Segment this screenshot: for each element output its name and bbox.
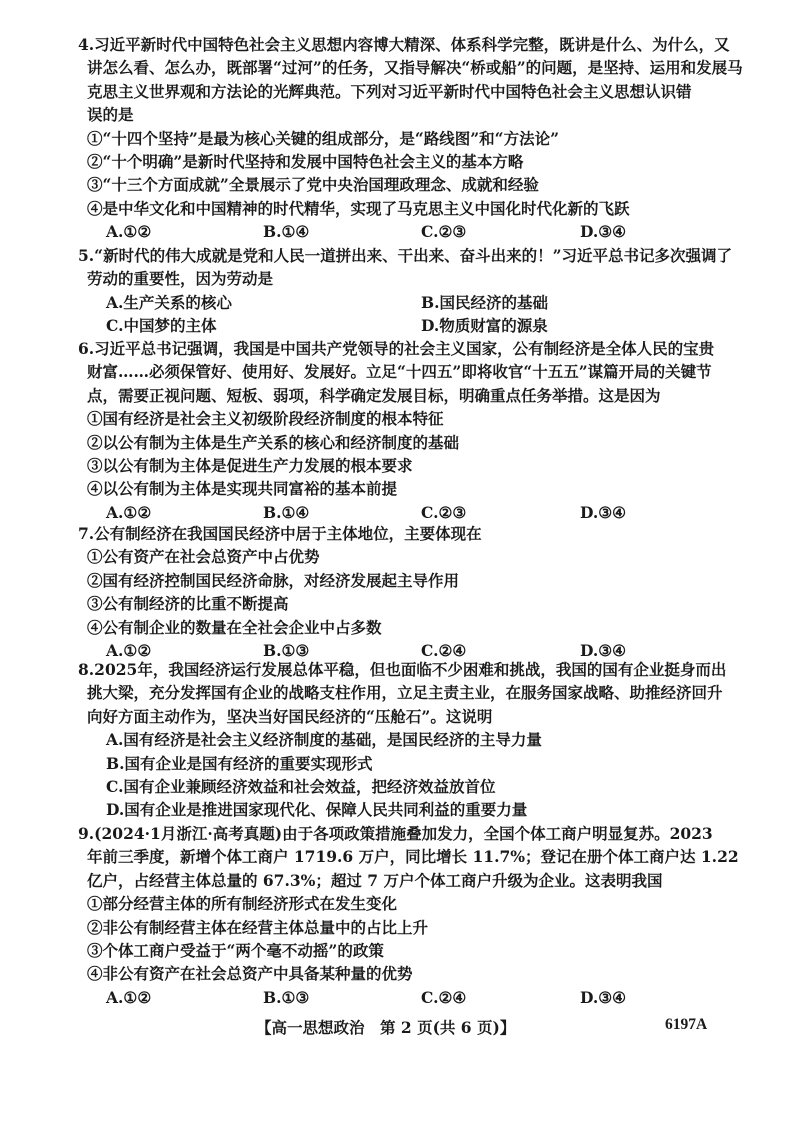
statement: ②以公有制为主体是生产关系的核心和经济制度的基础 [87,432,460,452]
question-stem-line: 劳动的重要性，因为劳动是 [87,269,274,289]
question-stem-line: 8.2025年，我国经济运行发展总体平稳，但也面临不少困难和挑战，我国的国有企业挺身而出 [78,660,727,679]
option-b: B.国民经济的基础 [421,292,548,312]
option-d: D.国有企业是推进国家现代化、保障人民共同利益的重要力量 [106,800,528,820]
option-c: C.②④ [421,641,467,661]
option-a: A.①② [106,641,152,661]
option-a: A.①② [106,987,152,1007]
statement: ③“十三个方面成就”全景展示了党中央治国理政理念、成就和经验 [87,175,539,195]
options-row [78,501,728,524]
question-stem-line: 亿户，占经营主体总量的 67.3%；超过 7 万户个体工商户升级为企业。这表明我国 [87,870,663,890]
question-stem-line: 4.习近平新时代中国特色社会主义思想内容博大精深、体系科学完整，既讲是什么、为什么，又 [78,35,730,54]
statement: ④公有制企业的数量在全社会企业中占多数 [87,617,382,637]
option-b: B.①④ [263,222,310,242]
option-c: C.②④ [421,987,467,1007]
option-b: B.①③ [263,641,310,661]
statement: ④非公有资产在社会总资产中具备某种量的优势 [87,964,413,984]
options-row [78,314,728,337]
question-stem-line: 年前三季度，新增个体工商户 1719.6 万户，同比增长 11.7%；登记在册个体工商户达 1.22 [87,847,739,867]
option-d: D.③④ [580,222,627,242]
statement: ③以公有制为主体是促进生产力发展的根本要求 [87,456,413,476]
statement: ①国有经济是社会主义初级阶段经济制度的根本特征 [87,409,444,429]
statement: ②“十个明确”是新时代坚持和发展中国特色社会主义的基本方略 [87,152,524,172]
options-row [78,986,728,1009]
statement: ①部分经营主体的所有制经济形式在发生变化 [87,894,398,914]
question-stem-line: 财富……必须保管好、使用好、发展好。立足“十四五”即将收官“十五五”谋篇开局的关键节 [87,362,712,382]
options-row [78,220,728,243]
question-stem-line: 9.(2024·1月浙江·高考真题)由于各项政策措施叠加发力，全国个体工商户明显复苏。2023 [78,824,713,843]
statement: ④以公有制为主体是实现共同富裕的基本前提 [87,479,398,499]
statement: ①公有资产在社会总资产中占优势 [87,547,320,567]
statement: ④是中华文化和中国精神的时代精华，实现了马克思主义中国化时代化新的飞跃 [87,198,630,218]
option-b: B.①③ [263,987,310,1007]
option-a: A.国有经济是社会主义经济制度的基础，是国民经济的主导力量 [106,730,542,750]
question-5 [78,244,733,338]
question-stem-line: 7.公有制经济在我国国民经济中居于主体地位，主要体现在 [78,524,482,543]
options-row [78,291,728,314]
option-c: C.国有企业兼顾经济效益和社会效益，把经济效益放首位 [106,777,496,797]
option-a: A.①② [106,222,152,242]
statement: ①“十四个坚持”是最为核心关键的组成部分，是“路线图”和“方法论” [87,128,559,148]
statement: ②非公有制经营主体在经营主体总量中的占比上升 [87,917,429,937]
footer-exam-code: 6197A [665,1016,708,1033]
footer-page-info: 【高一思想政治 第 2 页(共 6 页)】 [256,1018,516,1037]
statement: ②国有经济控制国民经济命脉，对经济发展起主导作用 [87,570,460,590]
question-9 [78,822,739,1009]
option-b: B.①④ [263,502,310,522]
option-d: D.③④ [580,502,627,522]
option-d: D.③④ [580,641,627,661]
question-stem-line: 向好方面主动作为，坚决当好国民经济的“压舱石”。这说明 [87,706,493,726]
question-7 [78,522,728,662]
option-a: A.生产关系的核心 [106,292,232,312]
question-stem-line: 误的是 [87,105,134,125]
question-stem-line: 讲怎么看、怎么办，既部署“过河”的任务，又指导解决“桥或船”的问题，是坚持、运用和发展马 [87,58,743,78]
option-d: D.③④ [580,987,627,1007]
option-c: C.②③ [421,502,467,522]
question-stem-line: 克思主义世界观和方法论的光辉典范。下列对习近平新时代中国特色社会主义思想认识错 [87,81,692,101]
question-stem-line: 挑大梁，充分发挥国有企业的战略支柱作用，立足主责主业，在服务国家战略、助推经济回升 [87,683,723,703]
statement: ③个体工商户受益于“两个毫不动摇”的政策 [87,941,384,961]
option-a: A.①② [106,502,152,522]
question-8 [78,658,728,822]
question-stem-line: 5.“新时代的伟大成就是党和人民一道拼出来、干出来、奋斗出来的！”习近平总书记多次强调了 [78,246,733,265]
question-4 [78,33,743,244]
question-6 [78,337,728,524]
option-d: D.物质财富的源泉 [421,316,548,336]
option-b: B.国有企业是国有经济的重要实现形式 [106,753,373,773]
option-c: C.②③ [421,222,467,242]
question-stem-line: 点，需要正视问题、短板、弱项，科学确定发展目标，明确重点任务举措。这是因为 [87,385,661,405]
option-c: C.中国梦的主体 [106,316,217,336]
question-stem-line: 6.习近平总书记强调，我国是中国共产党领导的社会主义国家，公有制经济是全体人民的宝贵 [78,339,715,358]
statement: ③公有制经济的比重不断提高 [87,594,289,614]
